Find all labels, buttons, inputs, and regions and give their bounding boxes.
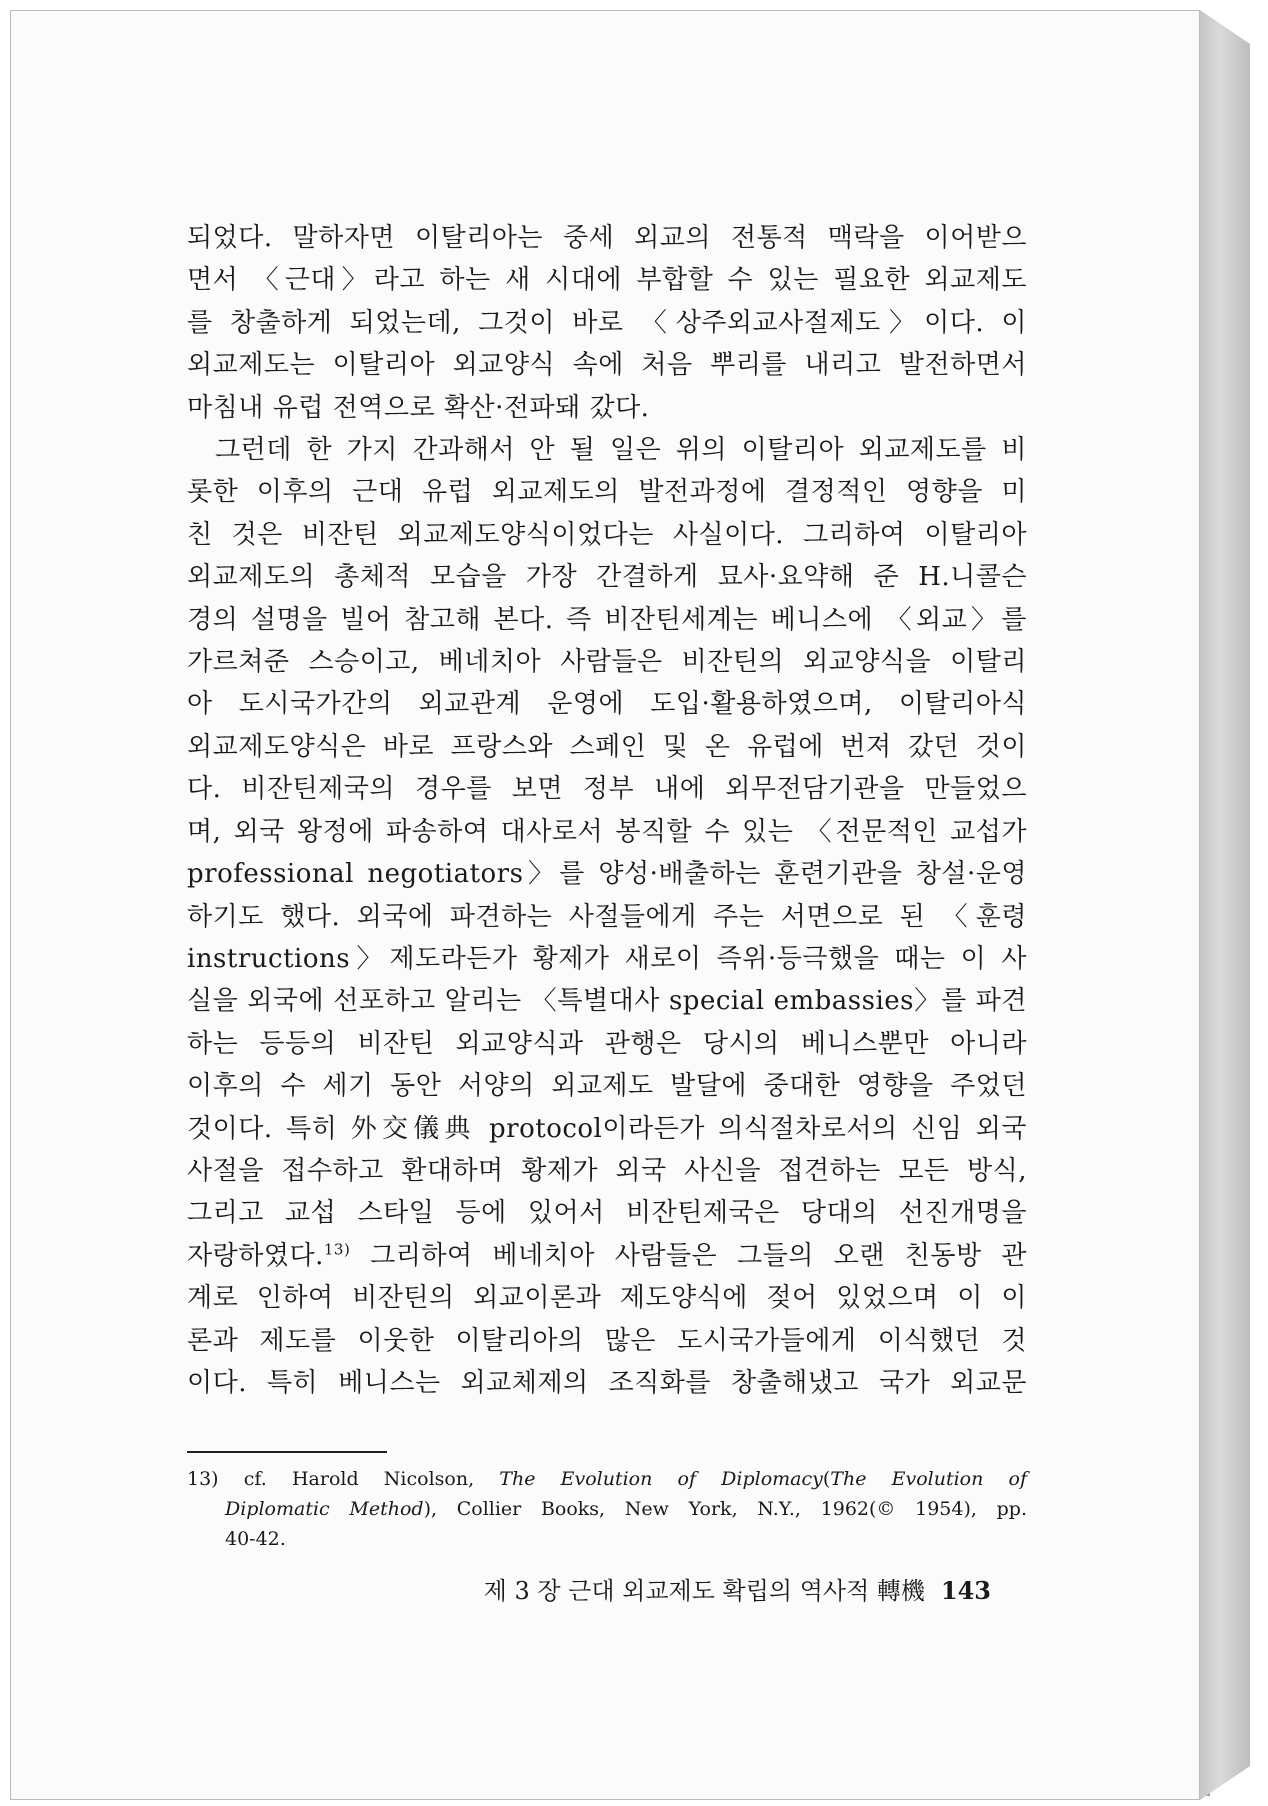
text-line: instructions〉제도라든가 황제가 새로이 즉위·등극했을 때는 이 사 [187, 943, 1027, 974]
footnote-publication: ), Collier Books, New York, N.Y., 1962(© 1954), pp. [423, 1498, 1027, 1520]
text-line: professional negotiators〉를 양성·배출하는 훈련기관을 창설·운영 [187, 859, 1027, 890]
text-line: 외교제도의 총체적 모습을 가장 간결하게 묘사·요약해 준 H.니콜슨 [187, 562, 1027, 593]
footnote [187, 1464, 1027, 1554]
text-line: 를 창출하게 되었는데, 그것이 바로 〈상주외교사절제도〉이다. 이 [187, 307, 1027, 338]
text-line: 롯한 이후의 근대 유럽 외교제도의 발전과정에 결정적인 영향을 미 [187, 477, 1027, 508]
footnote-reference[interactable]: 13) [323, 1240, 351, 1259]
chapter-title: 제 3 장 근대 외교제도 확립의 역사적 轉機 [483, 1577, 925, 1605]
text-line: 친 것은 비잔틴 외교제도양식이었다는 사실이다. 그리하여 이탈리아 [187, 519, 1027, 550]
footnote-prefix: cf. Harold Nicolson, [243, 1468, 475, 1490]
text-line: 아 도시국가간의 외교관계 운영에 도입·활용하였으며, 이탈리아식 [187, 689, 1027, 720]
text-segment: 그리하여 베네치아 사람들은 그들의 오랜 친동방 관 [370, 1240, 1027, 1271]
footnote-paren: ( [822, 1468, 831, 1490]
footnote-number: 13) [187, 1468, 219, 1490]
text-line [187, 1235, 1027, 1277]
text-line: 경의 설명을 빌어 참고해 본다. 즉 비잔틴세계는 베니스에 〈외교〉를 [187, 604, 1027, 635]
footnote-line [187, 1524, 1027, 1554]
running-footer [451, 1571, 991, 1606]
footnote-pages: 40-42. [225, 1528, 286, 1550]
page-number: 143 [940, 1576, 991, 1605]
text-line: 이후의 수 세기 동안 서양의 외교제도 발달에 중대한 영향을 주었던 [187, 1071, 1027, 1102]
text-line: 가르쳐준 스승이고, 베네치아 사람들은 비잔틴의 외교양식을 이탈리 [187, 647, 1027, 678]
text-line: 다. 비잔틴제국의 경우를 보면 정부 내에 외무전담기관을 만들었으 [187, 774, 1027, 805]
text-line: 외교제도양식은 바로 프랑스와 스페인 및 온 유럽에 번져 갔던 것이 [187, 731, 1027, 762]
footnote-subtitle-part: The Evolution of [830, 1468, 1027, 1490]
footnote-title: The Evolution of Diplomacy [499, 1468, 823, 1490]
text-line: 마침내 유럽 전역으로 확산·전파돼 갔다. [187, 392, 650, 423]
text-line: 그런데 한 가지 간과해서 안 될 일은 위의 이탈리아 외교제도를 비 [215, 435, 1027, 466]
text-line: 며, 외국 왕정에 파송하여 대사로서 봉직할 수 있는 〈전문적인 교섭가 [187, 816, 1027, 847]
page-container [10, 10, 1206, 1792]
text-segment: 자랑하였다. [187, 1240, 324, 1271]
page-edge [1200, 10, 1250, 1800]
text-line: 사절을 접수하고 환대하며 황제가 외국 사신을 접견하는 모든 방식, [187, 1155, 1027, 1186]
footnote-line [187, 1494, 1027, 1524]
book-page [10, 10, 1200, 1800]
footnote-subtitle-part: Diplomatic Method [225, 1498, 424, 1520]
text-line: 외교제도는 이탈리아 외교양식 속에 처음 뿌리를 내리고 발전하면서 [187, 350, 1027, 381]
text-line: 하기도 했다. 외국에 파견하는 사절들에게 주는 서면으로 된 〈훈령 [187, 901, 1027, 932]
text-line: 하는 등등의 비잔틴 외교양식과 관행은 당시의 베니스뿐만 아니라 [187, 1028, 1027, 1059]
text-line: 계로 인하여 비잔틴의 외교이론과 제도양식에 젖어 있었으며 이 이 [187, 1283, 1027, 1314]
footnote-line [187, 1464, 1027, 1494]
text-line: 실을 외국에 선포하고 알리는 〈특별대사 special embassies〉를 파견 [187, 986, 1027, 1017]
text-line: 이다. 특히 베니스는 외교체제의 조직화를 창출해냈고 국가 외교문 [187, 1367, 1027, 1398]
text-line: 것이다. 특히 外交儀典 protocol이라든가 의식절차로서의 신임 외국 [187, 1113, 1027, 1144]
text-line: 론과 제도를 이웃한 이탈리아의 많은 도시국가들에게 이식했던 것 [187, 1325, 1027, 1356]
footnote-divider [187, 1451, 387, 1453]
text-line: 면서 〈근대〉라고 하는 새 시대에 부합할 수 있는 필요한 외교제도 [187, 265, 1027, 296]
text-line: 그리고 교섭 스타일 등에 있어서 비잔틴제국은 당대의 선진개명을 [187, 1198, 1027, 1229]
body-text [187, 217, 1027, 1404]
text-line: 되었다. 말하자면 이탈리아는 중세 외교의 전통적 맥락을 이어받으 [187, 223, 1027, 253]
